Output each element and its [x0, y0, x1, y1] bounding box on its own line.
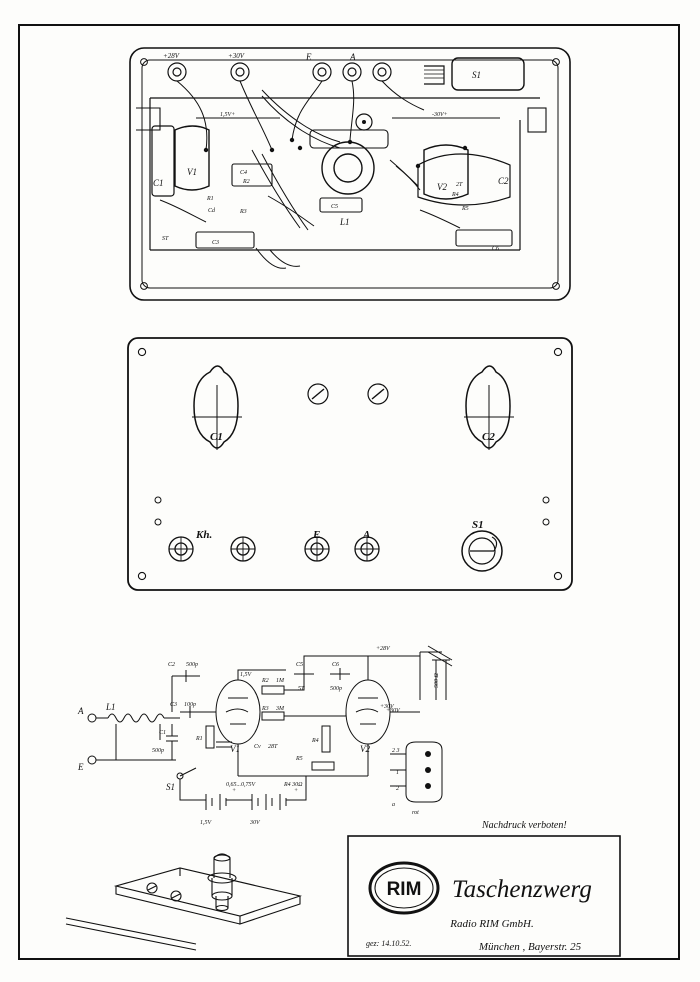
label-r4-v2: R4 30Ω	[284, 782, 303, 788]
label-c2-val: 500p	[186, 662, 198, 668]
rim-logo-block	[348, 836, 620, 956]
label-e-top: E	[306, 52, 312, 62]
label-v1-sch: V1	[230, 744, 240, 754]
label-c1-wiring: C1	[153, 178, 164, 188]
label-c3-val: 100p	[184, 702, 196, 708]
label-v2-wiring: V2	[437, 182, 447, 192]
label-c5-val: 5T	[298, 686, 305, 692]
label-c5-sch: C5	[296, 662, 304, 668]
label-a-top: A	[350, 52, 356, 62]
label-s1-wiring: S1	[472, 70, 481, 80]
label-a-schematic: A	[78, 706, 84, 716]
label-c4-wiring: C4	[240, 170, 248, 176]
label-plus28v: +28V	[163, 52, 179, 60]
date-line: gez: 14.10.52.	[366, 939, 412, 948]
label-c5-wiring: C5	[331, 204, 339, 210]
label-c3-sch: C3	[170, 702, 178, 708]
label-r2-val: 1M	[276, 678, 284, 684]
label-bat30-sch: 30V	[250, 820, 260, 826]
label-r3-wiring: R3	[240, 209, 247, 215]
label-c6-wiring: C6	[492, 246, 500, 252]
label-r5-wiring: R5	[462, 206, 469, 212]
label-r3-sch: R3	[262, 706, 269, 712]
label-c1-panel: C1	[210, 431, 223, 443]
label-pin-1: 1	[396, 770, 399, 776]
label-c6-val: 500p	[330, 686, 342, 692]
label-st-wiring: ST	[162, 236, 169, 242]
label-phone: 500 Ω	[434, 673, 440, 688]
label-r2-sch: R2	[262, 678, 269, 684]
label-c1-sch: C1	[159, 730, 167, 736]
label-plus30v: +30V	[228, 52, 244, 60]
label-cv-val: 28T	[268, 744, 278, 750]
label-2t-wiring: 2T	[456, 182, 463, 188]
label-c2-panel: C2	[482, 431, 495, 443]
label-bat-30v: -30V+	[432, 112, 448, 118]
label-pin-rot: rot	[412, 810, 419, 816]
label-r4-v: 0,65...0,75V	[226, 782, 256, 788]
circuit-schematic	[77, 646, 452, 826]
label-r2-wiring: R2	[243, 179, 250, 185]
label-v2-volt: +30V	[386, 708, 400, 714]
label-r3-val: 3M	[276, 706, 284, 712]
label-pin-23: 2 3	[392, 748, 400, 754]
label-v1-wiring: V1	[187, 167, 197, 177]
label-pin-2: 2	[396, 786, 399, 792]
reprint-notice: Nachdruck verboten!	[482, 820, 567, 831]
label-a-panel: A	[363, 529, 371, 541]
label-v1-volt: 1,5V	[240, 672, 252, 678]
label-supply-30: +30V	[380, 704, 394, 710]
label-r1-wiring: R1	[207, 196, 214, 202]
brand-word: Taschenzwerg	[452, 876, 592, 903]
label-v2-sch: V2	[360, 744, 370, 754]
wiring-layout-top	[130, 48, 570, 300]
label-c1-val: 500p	[152, 748, 164, 754]
label-r4-sch: R4	[312, 738, 319, 744]
company-name: Radio RIM GmbH.	[450, 918, 534, 930]
hardware-sketch	[66, 854, 300, 950]
label-bat15-sch: 1,5V	[200, 820, 212, 826]
label-e-schematic: E	[78, 762, 84, 772]
label-kh-panel: Kh.	[196, 529, 213, 541]
label-l1-wiring: L1	[340, 217, 350, 227]
label-s1-panel: S1	[472, 519, 484, 531]
label-bat-plus: +	[232, 788, 237, 794]
brand-mark: RIM	[386, 879, 422, 900]
label-c6-sch: C6	[332, 662, 340, 668]
label-pin-a: a	[392, 802, 395, 808]
label-cv-sch: Cv	[254, 744, 261, 750]
label-r1-sch: R1	[196, 736, 203, 742]
label-bat-15v: 1,5V+	[220, 112, 236, 118]
label-cd-wiring: Cd	[208, 208, 216, 214]
label-bat-plus2: +	[294, 788, 299, 794]
label-s1-sch: S1	[166, 782, 175, 792]
front-panel-layout	[128, 338, 572, 590]
label-r5-sch: R5	[296, 756, 303, 762]
address-line: München , Bayerstr. 25	[478, 941, 582, 953]
label-supply-28: +28V	[376, 646, 390, 652]
label-c2-wiring: C2	[498, 176, 509, 186]
label-c2-sch: C2	[168, 662, 176, 668]
label-c3-wiring: C3	[212, 240, 220, 246]
label-e-panel: E	[313, 529, 321, 541]
label-r4-wiring: R4	[452, 192, 459, 198]
label-l1-schematic: L1	[106, 702, 116, 712]
